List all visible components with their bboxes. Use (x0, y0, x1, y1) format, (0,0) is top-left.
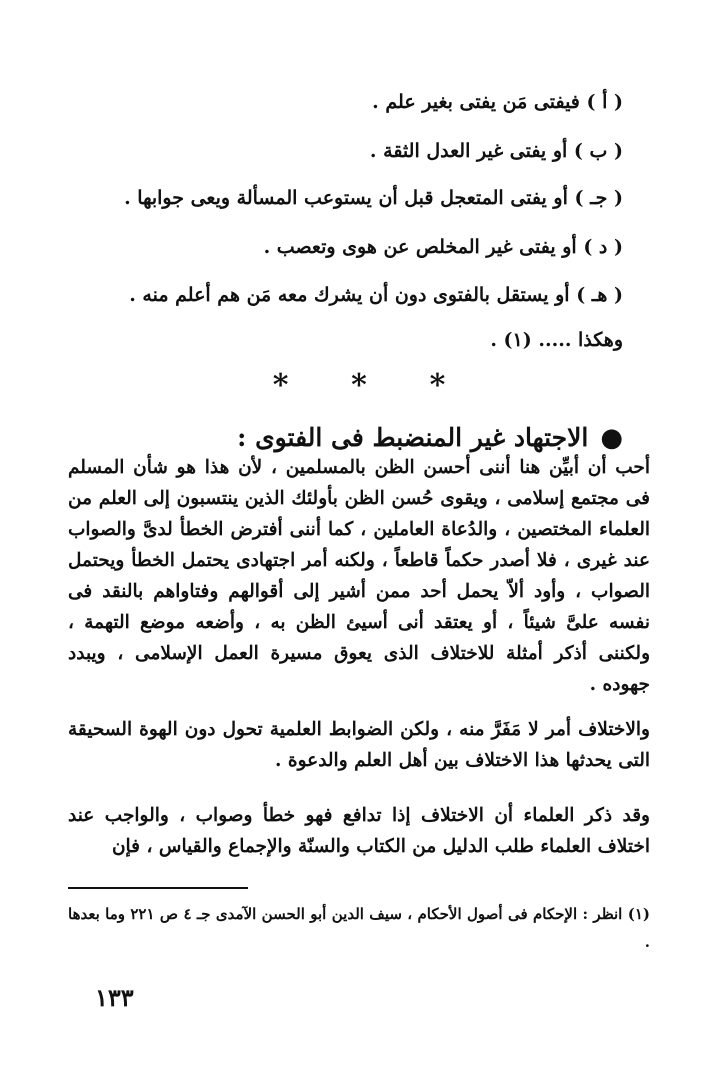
section-heading-text: الاجتهاد غير المنضبط فى الفتوى : (237, 423, 589, 452)
footnote-divider (68, 887, 248, 889)
list-closing-line: وهكذا ..... (١) . (490, 329, 623, 351)
page-number: ١٣٣ (95, 983, 134, 1012)
separator-star: * (272, 368, 289, 403)
list-item-a: ( أ ) فيفتى مَن يفتى بغير علم . (372, 91, 623, 113)
body-paragraph-2: والاختلاف أمر لا مَفَرَّ منه ، ولكن الضوابط العلمية تحول دون الهوة السحيقة التى يحدثها هذا الاختلاف بين أهل العلم والدعوة . (68, 719, 650, 771)
footnote: (١) انظر : الإحكام فى أصول الأحكام ، سيف الدين أبو الحسن الآمدى جـ ٤ ص ٢٢١ وما بعدها . (68, 905, 650, 951)
body-paragraph-1: أحب أن أبيِّن هنا أننى أحسن الظن بالمسلمين ، لأن هذا هو شأن المسلم فى مجتمع إسلامى ، ويقوى حُسن الظن بأولئك الذين ينتسبون إلى العلم من العلماء المختصين ، والدُعاة العاملين ، كما أننى أفترض الخطأ لدىَّ والصواب عند غيرى ، فلا أصدر حكماً قاطعاً ، ولكنه أمر اجتهادى يحتمل الخطأ ويحتمل الصواب ، وأود ألاّ يحمل أحد ممن أشير إلى أقوالهم وفتاواهم بالنقد فى نفسه علىَّ شيئاً ، أو يعتقد أنى أسيئ الظن به ، وأضعه موضع التهمة ، ولكننى أذكر أمثلة للاختلاف الذى يعوق مسيرة العمل الإسلامى ، ويبدد جهوده . (68, 457, 650, 695)
section-heading (237, 420, 623, 456)
body-paragraph-3: وقد ذكر العلماء أن الاختلاف إذا تدافع فهو خطأ وصواب ، والواجب عند اختلاف العلماء طلب الدليل من الكتاب والسنّة والإجماع والقياس ، فإن (68, 805, 650, 857)
separator-star: * (429, 368, 446, 403)
list-item-e: ( هـ ) أو يستقل بالفتوى دون أن يشرك معه مَن هم أعلم منه . (129, 284, 623, 306)
bullet-icon: ● (600, 423, 623, 453)
list-item-b: ( ب ) أو يفتى غير العدل الثقة . (369, 140, 623, 162)
section-separator (0, 368, 718, 403)
list-item-d: ( د ) أو يفتى غير المخلص عن هوى وتعصب . (263, 236, 623, 258)
separator-star: * (351, 368, 367, 403)
list-item-c: ( جـ ) أو يفتى المتعجل قبل أن يستوعب المسألة ويعى جوابها . (124, 187, 623, 209)
